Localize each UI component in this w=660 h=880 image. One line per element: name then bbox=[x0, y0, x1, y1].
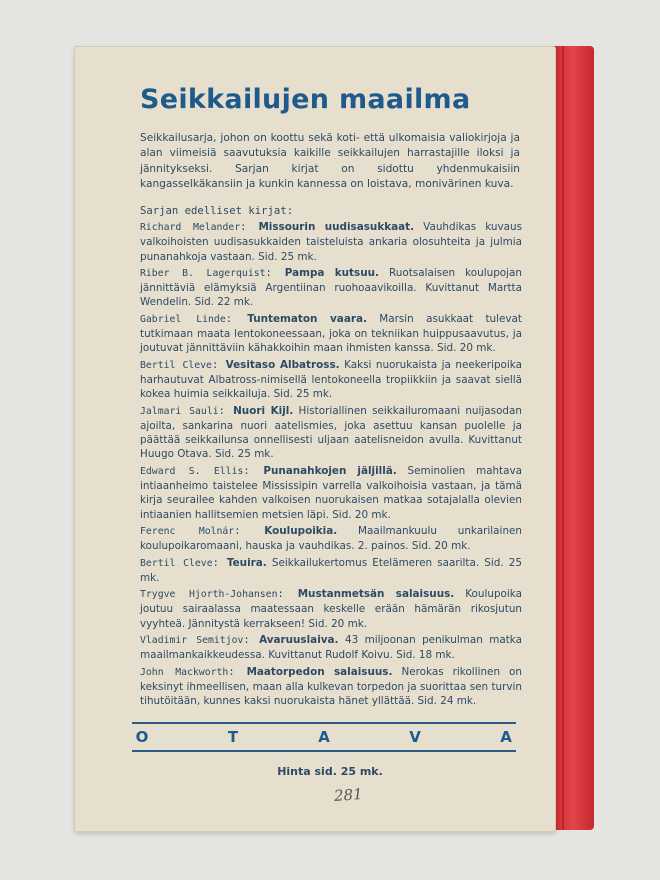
book-author: Gabriel Linde bbox=[140, 313, 226, 325]
book-author: Bertil Cleve bbox=[140, 359, 212, 371]
publisher-letter: T bbox=[227, 728, 239, 746]
book-description: Maailmankuulu unkarilainen koulupoikaromaani, hauska ja vauhdikas. 2. painos. Sid. 20 mk. bbox=[140, 524, 523, 553]
publisher-letter: O bbox=[135, 728, 149, 746]
book-description: Vauhdikas kuvaus valkoihoisten uudisasukkaiden taisteluista ankaria olosuhteita ja julmia punanahkoja vastaan. Sid. 25 mk. bbox=[140, 221, 522, 263]
book-entry: Bertil Cleve: Vesitaso Albatross. Kaksi nuorukaista ja neekeripoika harhautuvat Albatross-nimisellä lentokoneella tropiikkiin ja saavat siellä kokea huimia seikkailuja. Sid. 25 mk. bbox=[140, 358, 522, 401]
book-description: 43 miljoonan penikulman matka maailmankaikkeudessa. Kuvittanut Rudolf Koivu. Sid. 18 mk. bbox=[140, 634, 522, 662]
book-title: Mustanmetsän salaisuus. bbox=[297, 588, 455, 601]
book-list-heading: Sarjan edelliset kirjat: bbox=[140, 205, 294, 217]
book-description: Seminolien mahtava intiaanheimo taistelee Mississipin varrella valkoihoisia vastaan, ja tämä kirja seurailee kahden valkoisen nuorukaisen matkaa sotajalalla olevien intiaanien hallitsemien metsien läpi. Sid. 20 mk. bbox=[140, 464, 523, 521]
book-title: Avaruuslaiva. bbox=[259, 634, 339, 647]
book-entry: Edward S. Ellis: Punanahkojen jäljillä. Seminolien mahtava intiaanheimo taistelee Mississipin varrella valkoihoisia vastaan, ja tämä kirja seurailee kahden valkoisen nuorukaisen matkaa sotajalalla olevien intiaanien hallitsemien metsien läpi. Sid. 20 mk. bbox=[140, 464, 523, 521]
publisher-letter: A bbox=[500, 728, 512, 746]
handwritten-note: 281 bbox=[333, 785, 364, 805]
book-author: Richard Melander bbox=[140, 222, 241, 233]
book-description: Ruotsalaisen koulupojan jännittäviä elämyksiä Argentiinan ruohoaavikoilla. Kuvittanut Martta Wendelin. Sid. 22 mk. bbox=[140, 266, 522, 309]
publisher-rule-bottom bbox=[132, 750, 516, 752]
book-title: Tuntematon vaara. bbox=[247, 312, 367, 325]
book-title: Punanahkojen jäljillä. bbox=[263, 464, 397, 477]
publisher-letter: A bbox=[318, 728, 330, 746]
book-title: Maatorpedon salaisuus. bbox=[246, 665, 393, 678]
book-title: Vesitaso Albatross. bbox=[225, 358, 340, 371]
book-description: Marsin asukkaat tulevat tutkimaan maata lentokoneessaan, joka on tekniikan huippusaavutus, ja joutuvat jännittäviin kähakkoihin maan ihmisten kanssa. Sid. 20 mk. bbox=[140, 312, 522, 355]
book-description: Koulupoika joutuu sairaalassa maatessaan keskelle erään hämärän rikosjutun vyyhteä. Jännitystä kerrakseen! Sid. 20 mk. bbox=[140, 588, 523, 630]
book-description: Seikkailukertomus Etelämeren saarilta. Sid. 25 mk. bbox=[140, 556, 522, 584]
book-description: Kaksi nuorukaista ja neekeripoika harhautuvat Albatross-nimisellä lentokoneella tropiikkiin ja saavat siellä kokea huimia seikkailuja. Sid. 25 mk. bbox=[140, 358, 522, 401]
book-author: Jalmari Sauli bbox=[140, 405, 219, 417]
book-entry: Trygve Hjorth-Johansen: Mustanmetsän salaisuus. Koulupoika joutuu sairaalassa maatessaan keskelle erään hämärän rikosjutun vyyhteä. Jännitystä kerrakseen! Sid. 20 mk. bbox=[140, 588, 523, 630]
publisher-logo bbox=[132, 726, 516, 748]
book-list bbox=[140, 220, 522, 711]
series-intro: Seikkailusarja, johon on koottu sekä koti- että ulkomaisia valiokirjoja ja alan viimeisiä saavutuksia kaikille seikkailujen harrastajille iloksi ja jännitykseksi. Sarjan kirjat on sidottu yhdenmukaisiin kangasselkäkansiin ja kunkin kannessa on loistava, monivärinen kuva. bbox=[140, 132, 520, 190]
book-author: Edward S. Ellis bbox=[140, 465, 244, 477]
book-entry: Richard Melander: Missourin uudisasukkaat. Vauhdikas kuvaus valkoihoisten uudisasukkaiden taisteluista ankaria olosuhteita ja julmia punanahkoja vastaan. Sid. 25 mk. bbox=[140, 221, 522, 263]
book-entry: Jalmari Sauli: Nuori Kijl. Historiallinen seikkailuromaani nuijasodan ajoilta, sankarina nuori aatelismies, joka asettuu kansan puolelle ja päättää seikkailunsa onnellisesti uljaan aatelisneidon avulla. Kuvittanut Huugo Otava. Sid. 25 mk. bbox=[140, 404, 522, 461]
book-entry: Ferenc Molnár: Koulupoikia. Maailmankuulu unkarilainen koulupoikaromaani, hauska ja vauhdikas. 2. painos. Sid. 20 mk. bbox=[140, 524, 523, 553]
book-entry: Gabriel Linde: Tuntematon vaara. Marsin asukkaat tulevat tutkimaan maata lentokoneessaan, joka on tekniikan huippusaavutus, ja joutuvat jännittäviin kähakkoihin maan ihmisten kanssa. Sid. 20 mk. bbox=[140, 312, 522, 355]
book-title: Koulupoikia. bbox=[264, 524, 338, 537]
book-author: Vladimir Semitjov bbox=[140, 635, 244, 647]
book-author: Ferenc Molnár bbox=[140, 525, 235, 537]
book-title: Missourin uudisasukkaat. bbox=[258, 221, 415, 233]
book-author: John Mackworth bbox=[140, 666, 229, 678]
book-author: Riber B. Lagerquist bbox=[140, 267, 266, 279]
price-label: Hinta sid. 25 mk. bbox=[277, 765, 383, 778]
book-entry: John Mackworth: Maatorpedon salaisuus. Nerokas rikollinen on keksinyt ihmeellisen, maan alla kulkevan torpedon ja suorittaa sen turvin tihutöitään, kunnes kaksi nuorukaista hänet yllättää. Sid. 24 mk. bbox=[140, 665, 523, 708]
book-title: Pampa kutsuu. bbox=[284, 266, 379, 279]
book-title: Nuori Kijl. bbox=[233, 404, 294, 417]
book-author: Trygve Hjorth-Johansen bbox=[140, 589, 278, 601]
book-description: Historiallinen seikkailuromaani nuijasodan ajoilta, sankarina nuori aatelismies, joka asettuu kansan puolelle ja päättää seikkailunsa onnellisesti uljaan aatelisneidon avulla. Kuvittanut Huugo Otava. Sid. 25 mk. bbox=[140, 404, 522, 461]
publisher-rule-top bbox=[132, 722, 516, 724]
series-title: Seikkailujen maailma bbox=[140, 84, 471, 115]
book-entry: Vladimir Semitjov: Avaruuslaiva. 43 miljoonan penikulman matka maailmankaikkeudessa. Kuvittanut Rudolf Koivu. Sid. 18 mk. bbox=[140, 634, 522, 662]
book-description: Nerokas rikollinen on keksinyt ihmeellisen, maan alla kulkevan torpedon ja suorittaa sen turvin tihutöitään, kunnes kaksi nuorukaista hänet yllättää. Sid. 24 mk. bbox=[140, 665, 523, 708]
book-entry: Riber B. Lagerquist: Pampa kutsuu. Ruotsalaisen koulupojan jännittäviä elämyksiä Argentiinan ruohoaavikoilla. Kuvittanut Martta Wendelin. Sid. 22 mk. bbox=[140, 266, 522, 309]
book-author: Bertil Cleve bbox=[140, 557, 213, 569]
book-entry: Bertil Cleve: Teuira. Seikkailukertomus Etelämeren saarilta. Sid. 25 mk. bbox=[140, 556, 522, 584]
publisher-letter: V bbox=[409, 728, 421, 746]
book-title: Teuira. bbox=[226, 556, 267, 569]
